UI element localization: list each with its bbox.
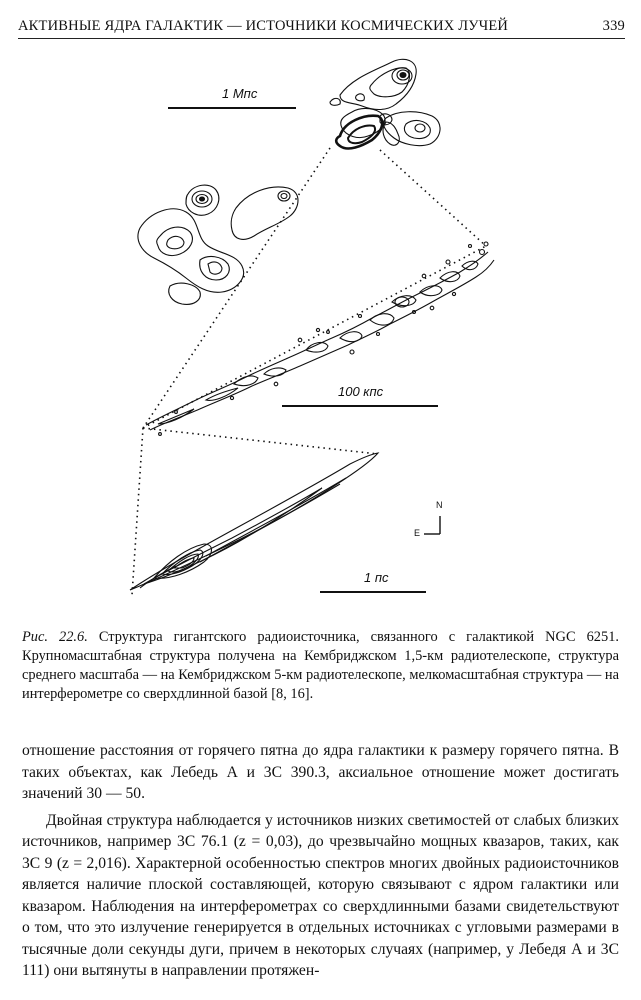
paragraph: отношение расстояния от горячего пятна до ядра галактики к размеру горячего пятна. В таких объектах, как Лебедь А и 3С 390.3, аксиальное отношение может достигать значений 30 — 50. — [22, 742, 619, 802]
large-scale-upper-lobe — [330, 59, 440, 148]
small-scale-vlbi-jet — [130, 453, 378, 590]
figure-22-6 — [0, 40, 641, 620]
compass-icon — [424, 516, 440, 534]
figure-caption — [22, 628, 619, 704]
paragraph: Двойная структура наблюдается у источников низких светимостей от слабых близких источников, например 3С 76.1 (z = 0,03), до чрезвычайно мощных квазаров, таких, как 3С 9 (z = 2,016). Характерной особенностью спектров многих двойных радиоисточников является наличие плоской составляющей, которую связывают с ядром галактики или квазаром. Наблюдения на интерферометрах со сверхдлинными базами свидетельствуют о том, что это излучение генерируется в отдельных источниках с угловыми размерами в тысячные доли секунды дуги, причем в некоторых случаях (например, у Лебедя А и 3С 111) они вытянуты в направлении протяжен- — [22, 811, 619, 979]
radio-source-contour-map — [0, 40, 641, 620]
compass-north-label: N — [436, 500, 443, 510]
caption-text: Структура гигантского радиоисточника, связанного с галактикой NGC 6251. Крупномасштабная структура получена на Кембриджском 1,5-км радиотелескопе, структура среднего масштаба — на Кембриджском 5-км радиотелескопе, мелкомасштабная структура — на интерферометре со сверхдлинной базой [8, 16]. — [22, 629, 619, 702]
large-scale-lower-lobe — [138, 185, 298, 304]
scale-label-100kpc: 100 кпс — [338, 384, 384, 399]
scale-label-1pc: 1 пс — [364, 570, 389, 585]
running-head-title: АКТИВНЫЕ ЯДРА ГАЛАКТИК — ИСТОЧНИКИ КОСМИЧЕСКИХ ЛУЧЕЙ — [18, 18, 509, 34]
compass-east-label: E — [414, 528, 421, 538]
body-text — [22, 740, 619, 982]
running-head — [18, 16, 625, 39]
scale-label-1mpc: 1 Мпс — [222, 86, 258, 101]
page-number: 339 — [602, 18, 625, 34]
zoom-connector-upper — [143, 148, 486, 428]
caption-label: Рис. 22.6. — [22, 629, 88, 645]
